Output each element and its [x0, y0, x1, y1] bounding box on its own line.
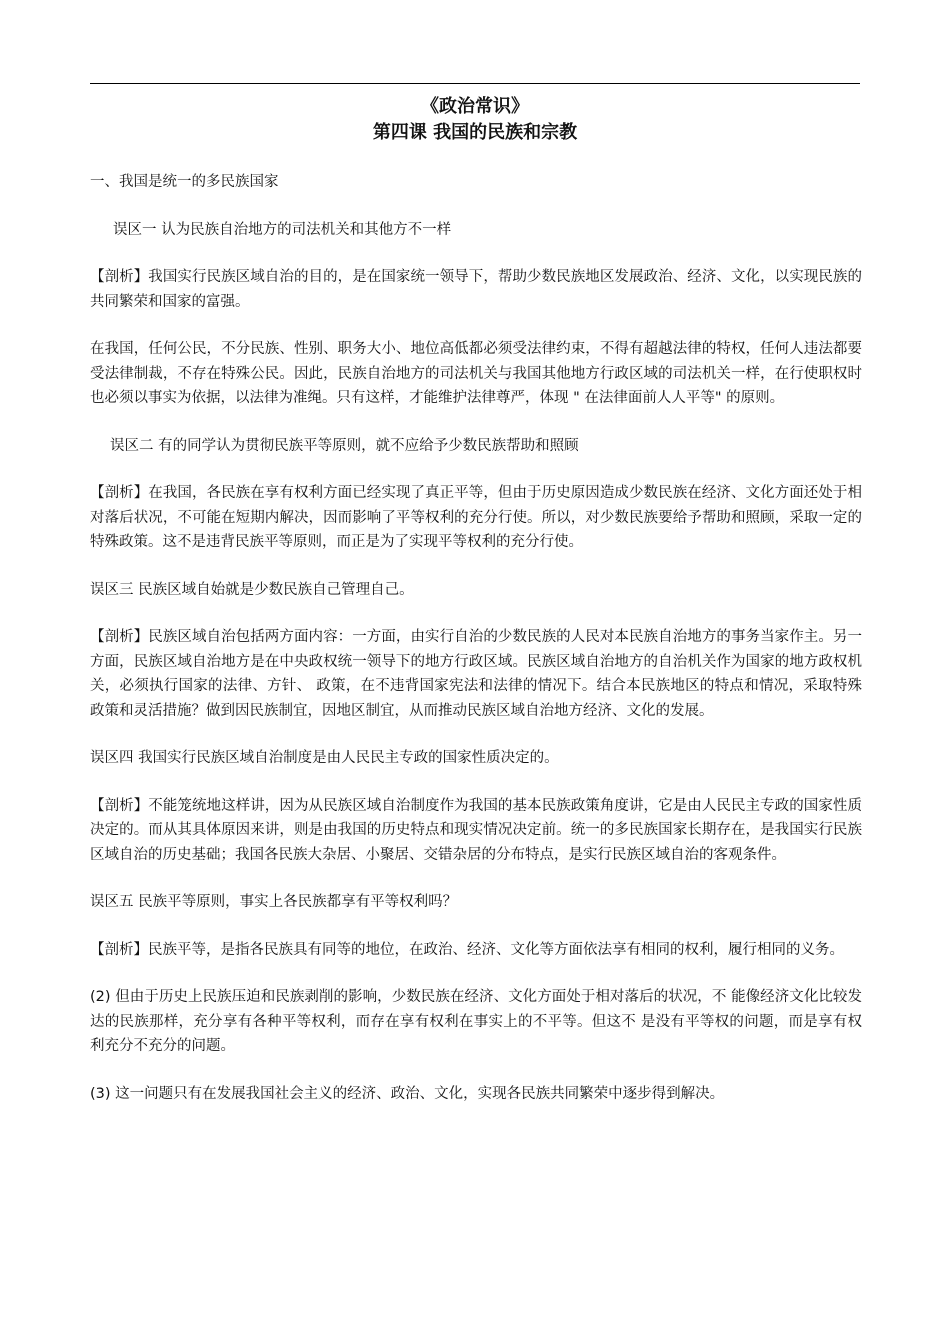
misconception-3: 误区三 民族区域自始就是少数民族自己管理自己。: [90, 581, 414, 598]
misconception-5: 误区五 民族平等原则，事实上各民族都享有平等权利吗？: [90, 894, 458, 910]
misconception-2: 误区二 有的同学认为贯彻民族平等原则，就不应给予少数民族帮助和照顾: [110, 437, 579, 454]
analysis-5-point-2: (2) 但由于历史上民族压迫和民族剥削的影响，少数民族在经济、文化方面处于相对落后的状况，不 能像经济文化比较发达的民族那样，充分享有各种平等权利，而存在享有权利在事实上的不平等。但这不 是没有平等权的问题，而是享有权利充分不充分的问题。: [90, 989, 862, 1054]
header-rule: [90, 83, 860, 84]
document-title: 《政治常识》: [421, 96, 529, 117]
analysis-5: 【剖析】民族平等，是指各民族具有同等的地位，在政治、经济、文化等方面依法享有相同的权利，履行相同的义务。: [90, 941, 844, 958]
analysis-1: 【剖析】我国实行民族区域自治的目的，是在国家统一领导下，帮助少数民族地区发展政治、经济、文化，以实现民族的共同繁荣和国家的富强。: [90, 269, 862, 310]
misconception-4: 误区四 我国实行民族区域自治制度是由人民民主专政的国家性质决定的。: [90, 750, 559, 766]
analysis-5-point-3: (3) 这一问题只有在发展我国社会主义的经济、政治、文化，实现各民族共同繁荣中逐步得到解决。: [90, 1085, 725, 1102]
section-heading: 一、我国是统一的多民族国家: [90, 174, 279, 190]
analysis-1-continued: 在我国，任何公民，不分民族、性别、职务大小、地位高低都必须受法律约束，不得有超越法律的特权，任何人违法都要受法律制裁，不存在特殊公民。因此，民族自治地方的司法机关与我国其他地方行政区域的司法机关一样，在行使职权时也必须以事实为依据，以法律为准绳。只有这样，才能维护法律尊严，体现 " 在法律面前人人平等" 的原则。: [90, 341, 862, 406]
document-body: [90, 170, 862, 1129]
misconception-1: 误区一 认为民族自治地方的司法机关和其他方不一样: [113, 221, 452, 238]
analysis-3: 【剖析】民族区域自治包括两方面内容：一方面，由实行自治的少数民族的人民对本民族自治地方的事务当家作主。另一方面，民族区域自治地方是在中央政权统一领导下的地方行政区域。民族区域自治地方的自治机关作为国家的地方政权机关，必须执行国家的法律、方针、 政策，在不违背国家宪法和法律的情况下。结合本民族地区的特点和情况，采取特殊政策和灵活措施？做到因民族制宜，因地区制宜，从而推动民族区域自治地方经济、文化的发展。: [90, 629, 862, 719]
analysis-4: 【剖析】不能笼统地这样讲，因为从民族区域自治制度作为我国的基本民族政策角度讲，它是由人民民主专政的国家性质决定的。而从其具体原因来讲，则是由我国的历史特点和现实情况决定前。统一的多民族国家长期存在，是我国实行民族区域自治的历史基础；我国各民族大杂居、小聚居、交错杂居的分布特点，是实行民族区域自治的客观条件。: [90, 797, 862, 863]
lesson-title: 第四课 我国的民族和宗教: [372, 122, 578, 143]
title-block: [90, 94, 860, 146]
analysis-2: 【剖析】在我国，各民族在享有权利方面已经实现了真正平等，但由于历史原因造成少数民族在经济、文化方面还处于相对落后状况，不可能在短期内解决，因而影响了平等权利的充分行使。所以，对少数民族要给予帮助和照顾，采取一定的特殊政策。这不是违背民族平等原则，而正是为了实现平等权利的充分行使。: [90, 485, 862, 550]
